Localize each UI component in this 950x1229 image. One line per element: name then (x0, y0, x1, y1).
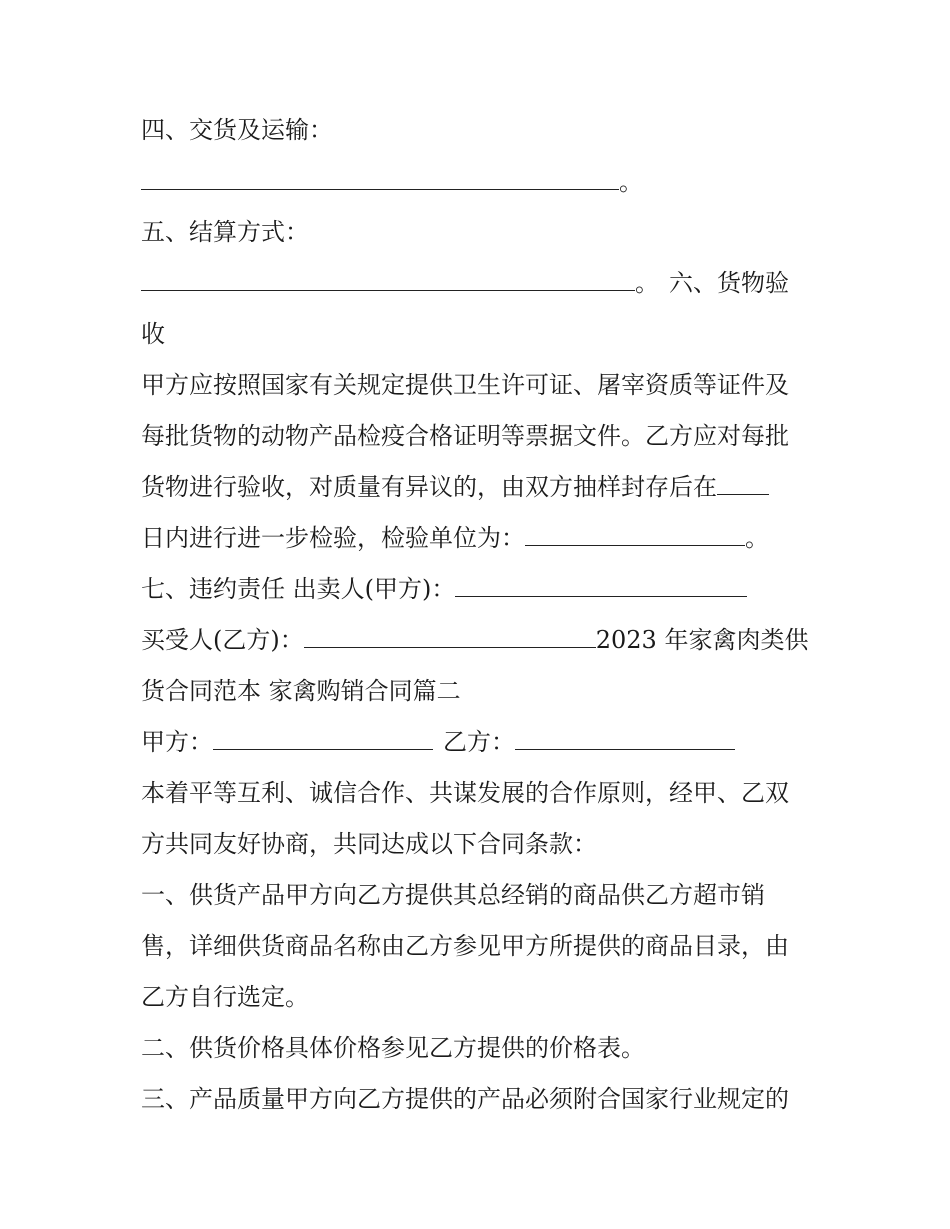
section-4-heading-text: 四、交货及运输： (141, 116, 333, 144)
intro-text-1: 本着平等互利、诚信合作、共谋发展的合作原则，经甲、乙双 (141, 779, 789, 807)
section-5-heading (141, 215, 821, 249)
title-line (141, 674, 821, 708)
days-blank[interactable] (717, 472, 769, 495)
delivery-end-mark: 。 (619, 168, 643, 196)
clause-2-line (141, 1031, 821, 1065)
section-6-heading-part2: 收 (141, 320, 165, 348)
clause-1-line-3 (141, 980, 821, 1014)
buyer-line (141, 623, 821, 657)
section-6-text-1: 甲方应按照国家有关规定提供卫生许可证、屠宰资质等证件及 (141, 371, 789, 399)
buyer-blank[interactable] (304, 625, 596, 648)
buyer-line-tail: 2023 年家禽肉类供 (595, 626, 809, 654)
party-b-label: 乙方： (443, 728, 515, 756)
clause-3-line (141, 1082, 821, 1116)
section-6-line-4 (141, 521, 821, 555)
parties-line (141, 725, 821, 759)
inspection-unit-blank[interactable] (525, 523, 745, 546)
seller-label: 出卖人(甲方)： (292, 575, 456, 603)
party-a-blank[interactable] (213, 727, 433, 750)
section-6-text-2: 每批货物的动物产品检疫合格证明等票据文件。乙方应对每批 (141, 422, 789, 450)
clause-1-text-3: 乙方自行选定。 (141, 983, 309, 1011)
section-6-text-4: 日内进行进一步检验，检验单位为： (141, 524, 525, 552)
clause-1-line-1 (141, 878, 821, 912)
section-7-line (141, 572, 821, 606)
section-4-heading (141, 113, 821, 147)
buyer-label: 买受人(乙方)： (141, 626, 304, 654)
party-a-label: 甲方： (141, 728, 213, 756)
seller-blank[interactable] (455, 574, 747, 597)
clause-2-text: 二、供货价格具体价格参见乙方提供的价格表。 (141, 1034, 645, 1062)
section-6-end-mark: 。 (745, 524, 769, 552)
section-7-heading: 七、违约责任 (141, 575, 285, 603)
settlement-blank[interactable] (141, 268, 635, 291)
document-title: 货合同范本 家禽购销合同篇二 (141, 677, 461, 705)
intro-line-1 (141, 776, 821, 810)
section-6-line-2 (141, 419, 821, 453)
section-6-line-3 (141, 470, 821, 504)
clause-1-line-2 (141, 929, 821, 963)
party-b-blank[interactable] (515, 727, 735, 750)
intro-text-2: 方共同友好协商，共同达成以下合同条款： (141, 830, 597, 858)
section-6-line-1 (141, 368, 821, 402)
delivery-blank[interactable] (141, 167, 619, 190)
section-5-heading-text: 五、结算方式： (141, 218, 309, 246)
clause-3-text: 三、产品质量甲方向乙方提供的产品必须附合国家行业规定的 (141, 1085, 789, 1113)
intro-line-2 (141, 827, 821, 861)
clause-1-text-2: 售，详细供货商品名称由乙方参见甲方所提供的商品目录，由 (141, 932, 789, 960)
section-6-text-3: 货物进行验收，对质量有异议的，由双方抽样封存后在 (141, 473, 717, 501)
section-4-blank-line (141, 165, 821, 199)
section-6-heading-part1: 六、货物验 (669, 269, 789, 297)
settlement-end-mark: 。 (635, 269, 659, 297)
section-5-blank-line (141, 266, 821, 300)
clause-1-text-1: 一、供货产品甲方向乙方提供其总经销的商品供乙方超市销 (141, 881, 765, 909)
section-6-heading-cont (141, 317, 821, 351)
